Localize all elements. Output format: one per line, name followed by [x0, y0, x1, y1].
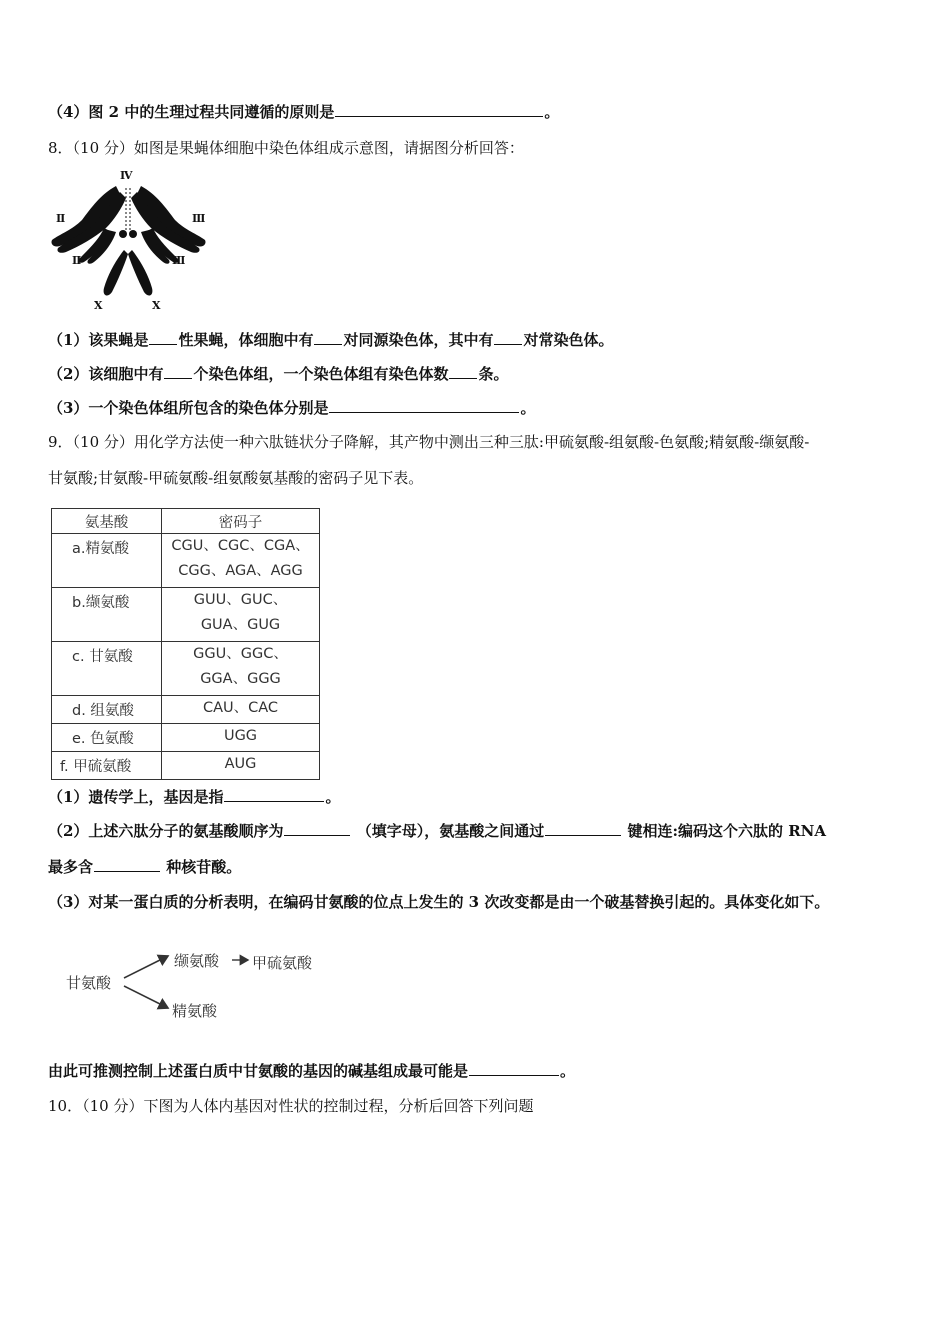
- answer-blank[interactable]: [224, 787, 324, 802]
- table-row: d. 组氨酸 CAU、CAC: [52, 696, 320, 724]
- mutation-diagram: [62, 944, 337, 1030]
- q7-sub4: （4）图 2 中的生理过程共同遵循的原则是 。: [48, 103, 560, 121]
- table-header-row: [52, 509, 320, 534]
- table-row: f. 甲硫氨酸 AUG: [52, 752, 320, 780]
- answer-blank[interactable]: [284, 821, 350, 836]
- q9-sub1: （1）遗传学上，基因是指 。: [48, 788, 341, 806]
- q9-sub2-cont: 最多含 种核苷酸。: [48, 858, 242, 876]
- q9-conclusion: 由此可推测控制上述蛋白质中甘氨酸的基因的碱基组成最可能是 。: [48, 1062, 576, 1080]
- label-iii-top: Ⅲ: [192, 212, 206, 225]
- q8-title: 8．（10 分）如图是果蝇体细胞中染色体组成示意图，请据图分析回答：: [48, 139, 524, 157]
- label-x-left: X: [94, 299, 103, 312]
- label-ii-top: Ⅱ: [56, 212, 66, 225]
- answer-blank[interactable]: [94, 857, 160, 872]
- label-arginine: 精氨酸: [172, 1002, 218, 1020]
- q9-title-line1: 9．（10 分）用化学方法使一种六肽链状分子降解，其产物中测出三种三肽:甲硫氨酸-组氨酸-色氨酸;精氨酸-缬氨酸-: [48, 433, 810, 451]
- label-x-right: X: [152, 299, 161, 312]
- label-valine: 缬氨酸: [174, 952, 220, 970]
- header-amino-acid: 氨基酸: [52, 509, 162, 534]
- label-iii-bottom: Ⅲ: [172, 254, 186, 267]
- label-methionine: 甲硫氨酸: [252, 954, 313, 972]
- answer-blank[interactable]: [164, 364, 192, 379]
- codon-table: [51, 508, 320, 780]
- label-ii-bottom: Ⅱ: [72, 254, 82, 267]
- chromosome-figure: [46, 168, 211, 316]
- answer-blank[interactable]: [494, 330, 522, 345]
- answer-blank[interactable]: [469, 1061, 559, 1076]
- answer-blank[interactable]: [314, 330, 342, 345]
- q9-sub3: （3）对某一蛋白质的分析表明，在编码甘氨酸的位点上发生的 3 次改变都是由一个破基替换引起的。具体变化如下。: [48, 893, 830, 911]
- q8-sub1: （1）该果蝇是 性果蝇，体细胞中有 对同源染色体，其中有 对常染色体。: [48, 331, 614, 349]
- label-iv: Ⅳ: [120, 169, 133, 182]
- header-codon: 密码子: [162, 509, 320, 534]
- q10-title: 10．（10 分）下图为人体内基因对性状的控制过程，分析后回答下列问题: [48, 1097, 534, 1115]
- answer-blank[interactable]: [149, 330, 177, 345]
- table-row: b.缬氨酸 GUU、GUC、 GUA、GUG: [52, 588, 320, 642]
- q8-sub3: （3）一个染色体组所包含的染色体分别是 。: [48, 399, 536, 417]
- label-glycine: 甘氨酸: [66, 974, 112, 992]
- answer-blank[interactable]: [329, 398, 519, 413]
- table-row: c. 甘氨酸 GGU、GGC、 GGA、GGG: [52, 642, 320, 696]
- answer-blank[interactable]: [545, 821, 621, 836]
- table-row: a.精氨酸 CGU、CGC、CGA、 CGG、AGA、AGG: [52, 534, 320, 588]
- table-row: e. 色氨酸 UGG: [52, 724, 320, 752]
- answer-blank[interactable]: [449, 364, 477, 379]
- q9-title-line2: 甘氨酸;甘氨酸-甲硫氨酸-组氨酸氨基酸的密码子见下表。: [48, 469, 424, 487]
- mutation-arrows: [62, 944, 337, 1030]
- answer-blank[interactable]: [335, 102, 543, 117]
- q9-sub2: （2）上述六肽分子的氨基酸顺序为 （填字母），氨基酸之间通过 键相连:编码这个六肽的 RNA: [48, 822, 827, 840]
- q8-sub2: （2）该细胞中有 个染色体组，一个染色体组有染色体数 条。: [48, 365, 509, 383]
